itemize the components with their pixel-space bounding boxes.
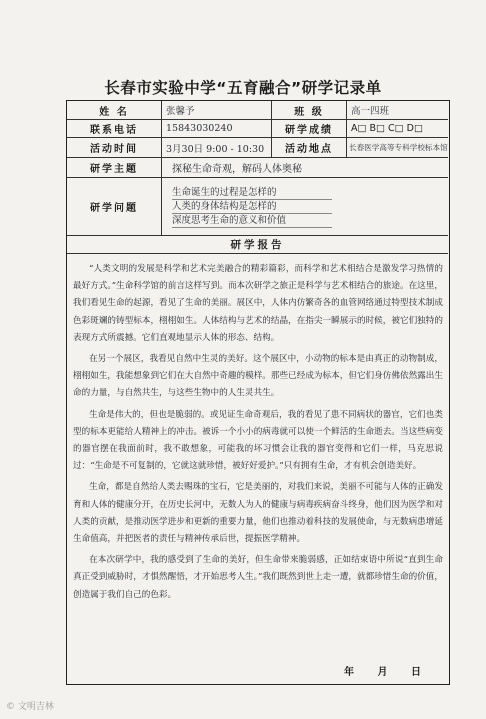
watermark: © 文明吉林: [6, 702, 54, 712]
question-list: [162, 178, 448, 236]
date-field: 年 月 日: [344, 667, 431, 678]
place-value: 长春医学高等专科学校标本馆: [347, 138, 448, 158]
question-item-2: 人类的身体结构是怎样的: [172, 200, 332, 214]
name-label: 姓 名: [67, 101, 162, 120]
result-value: A□ B□ C□ D□: [347, 120, 448, 138]
report-paragraph-3: 生命是伟大的，但也是脆弱的。或见证生命奇观后，我的看见了患不同病状的器官，它们也类型的标本更能给人精神上的冲击。被诉一个小小的病毒就可以使一个鲜活的生命逝去。当这些病变的器官摆在我面前时，我不敢想象，可能我的坏习惯会让我的器官变得和它们一样，马克思说过：“生命是不可复制的，它就这就珍惜，被好好爱护。”只有拥有生命，才有机会创造美好。: [73, 409, 443, 472]
contact-value: 15843030240: [162, 120, 272, 138]
report-paragraph-2: 在另一个展区，我看见自然中生灵的美好。这个展区中，小动物的标本是由真正的动物制成，栩栩如生，我能想象到它们在大自然中奇趣的模样。那些已经成为标本，但它们身仿佛依然露出生命的力量，与自然共生，与这些生物中的人生灵共生。: [73, 354, 443, 399]
question-label: 研学问题: [67, 178, 162, 236]
class-label: 班 级: [272, 101, 347, 120]
report-paragraph-4: 生命，都是自然给人类去赐珠的宝石，它是美丽的，对我们来说，美丽不可能与人体的正确发育和人体的健康分开，在历史长河中，无数人为人的健康与病毒疾病奋斗终身，他们因为医学和对人类的贡献，是推动医学进步和更新的重要力量，他们也推动着科技的发展使命，与无数病患增延生命值高，并把医者的责任与精神传承后世，提振医学精神。: [73, 482, 443, 545]
name-value: 张馨予: [162, 101, 272, 120]
topic-label: 研学主题: [67, 158, 162, 178]
class-value: 高一四班: [347, 101, 448, 120]
page-title: 长春市实验中学“五育融合”研学记录单: [104, 79, 382, 97]
contact-label: 联系电话: [67, 120, 162, 138]
report-header: 研学报告: [67, 236, 448, 254]
report-body: [73, 261, 443, 631]
question-item-1: 生命诞生的过程是怎样的: [172, 186, 332, 200]
time-label: 活动时间: [67, 138, 162, 158]
record-form: [66, 100, 450, 685]
report-paragraph-1: “人类文明的发展是科学和艺术完美融合的精彩篇彩，而科学和艺术相结合是激发学习热情的最好方式。”生命科学馆的前言这样写到。而本次研学之旅正是科学与艺术相结合的旅途。在这里，我们看见生命的起源，看见了生命的美丽。展区中，人体内仿繁奇各的血管网络通过特型技术制成色彩斑斓的铸型标本，栩栩如生。人体结构与艺术的结晶，在指尖一瞬展示的时候，被它们独特的表现方式所震撼。它们直观地显示人体的形态、结构。: [73, 264, 443, 343]
topic-value: 探秘生命奇观，解码人体奥秘: [162, 158, 448, 178]
result-label: 研学成绩: [272, 120, 347, 138]
place-label: 活动地点: [272, 138, 347, 158]
question-item-3: 深度思考生命的意义和价值: [172, 214, 332, 228]
report-paragraph-5: 在本次研学中，我的感受到了生命的美好，但生命带来脆弱感，正如结束语中所说“直到生命真正受到威胁时，才惧然醒悟，才开始思考人生。”我们既然到世上走一遭，就都珍惜生命的价值，创造属于我们自己的色彩。: [73, 555, 443, 600]
time-value: 3月30日 9:00 - 10:30: [162, 138, 272, 158]
